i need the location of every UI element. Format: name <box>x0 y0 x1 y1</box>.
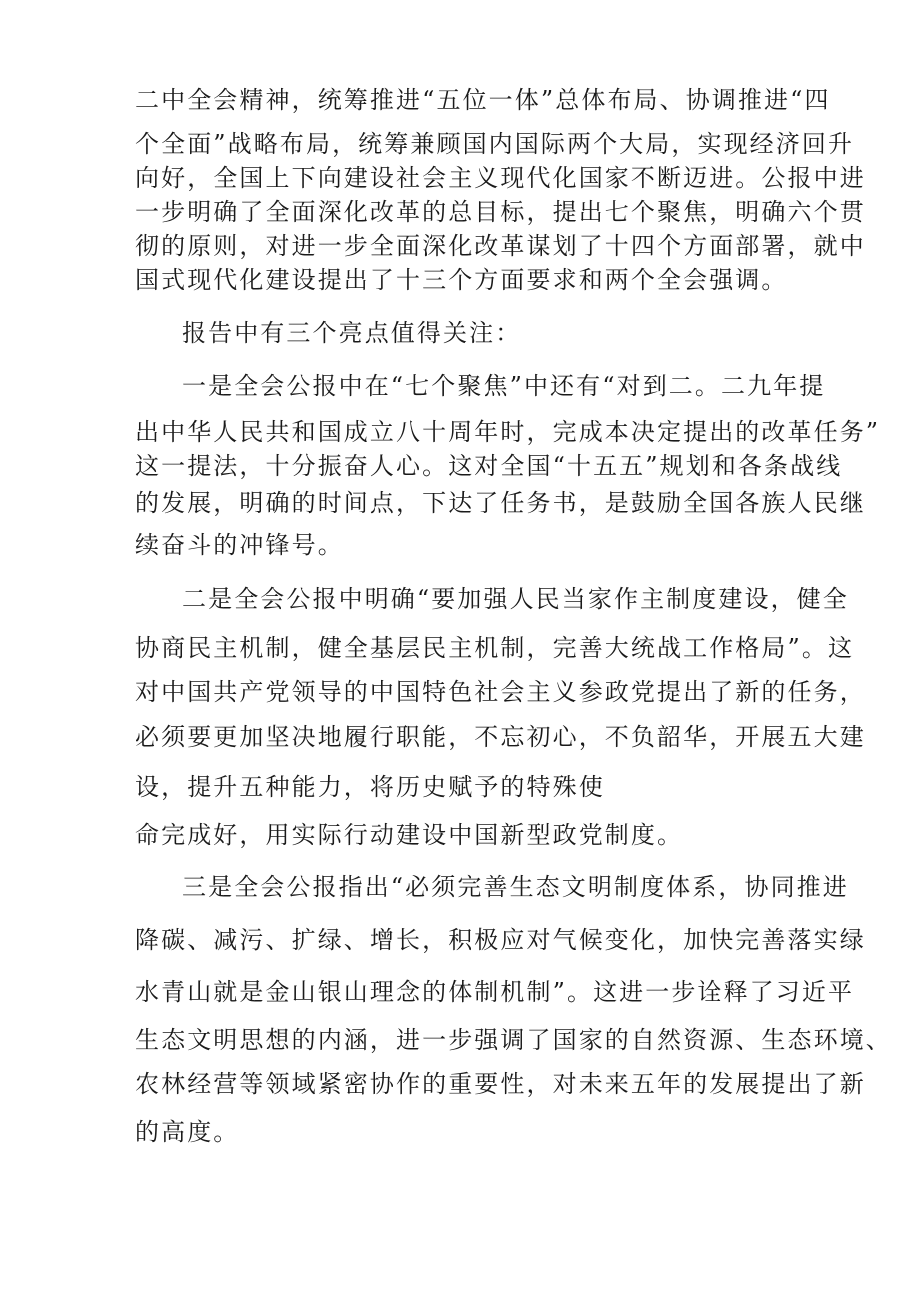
paragraph-5-line-4: 生态文明思想的内涵，进一步强调了国家的自然资源、生态环境、 <box>135 1026 892 1054</box>
paragraph-4-line-1: 二是全会公报中明确“要加强人民当家作主制度建设，健全 <box>182 585 849 613</box>
paragraph-2-line-1: 报告中有三个亮点值得关注： <box>182 319 522 347</box>
paragraph-1-line-4: 一步明确了全面深化改革的总目标，提出七个聚焦，明确六个贯 <box>135 198 866 226</box>
paragraph-3-line-1: 一是全会公报中在“七个聚焦”中还有“对到二。二九年提 <box>182 372 826 400</box>
paragraph-5-line-1: 三是全会公报指出“必须完善生态文明制度体系，协同推进 <box>182 873 849 901</box>
paragraph-4-line-2: 协商民主机制，健全基层民主机制，完善大统战工作格局”。这 <box>135 634 855 662</box>
paragraph-5-line-6: 的高度。 <box>135 1118 240 1146</box>
paragraph-3-line-4: 的发展，明确的时间点，下达了任务书，是鼓励全国各族人民继 <box>135 489 866 517</box>
paragraph-4-line-5: 设，提升五种能力，将历史赋予的特殊使 <box>135 773 605 801</box>
paragraph-1-line-5: 彻的原则，对进一步全面深化改革谋划了十四个方面部署，就中 <box>135 232 866 260</box>
paragraph-4-line-6: 命完成好，用实际行动建设中国新型政党制度。 <box>135 821 684 849</box>
paragraph-3-line-5: 续奋斗的冲锋号。 <box>135 531 344 559</box>
paragraph-3-line-2: 出中华人民共和国成立八十周年时，完成本决定提出的改革任务” <box>135 418 881 446</box>
paragraph-1-line-6: 国式现代化建设提出了十三个方面要求和两个全会强调。 <box>135 266 788 294</box>
paragraph-4-line-3: 对中国共产党领导的中国特色社会主义参政党提出了新的任务， <box>135 678 866 706</box>
paragraph-4-line-4: 必须要更加坚决地履行职能，不忘初心，不负韶华，开展五大建 <box>135 723 866 751</box>
paragraph-1-line-3: 向好，全国上下向建设社会主义现代化国家不断迈进。公报中进 <box>135 164 866 192</box>
paragraph-3-line-3: 这一提法，十分振奋人心。这对全国“十五五”规划和各条战线 <box>135 452 843 480</box>
paragraph-5-line-5: 农林经营等领域紧密协作的重要性，对未来五年的发展提出了新 <box>135 1070 866 1098</box>
paragraph-5-line-2: 降碳、减污、扩绿、增长，积极应对气候变化，加快完善落实绿 <box>135 926 866 954</box>
paragraph-5-line-3: 水青山就是金山银山理念的体制机制”。这进一步诠释了习近平 <box>135 978 855 1006</box>
paragraph-1-line-2: 个全面”战略布局，统筹兼顾国内国际两个大局，实现经济回升 <box>135 130 855 158</box>
paragraph-1-line-1: 二中全会精神，统筹推进“五位一体”总体布局、协调推进“四 <box>135 86 831 114</box>
